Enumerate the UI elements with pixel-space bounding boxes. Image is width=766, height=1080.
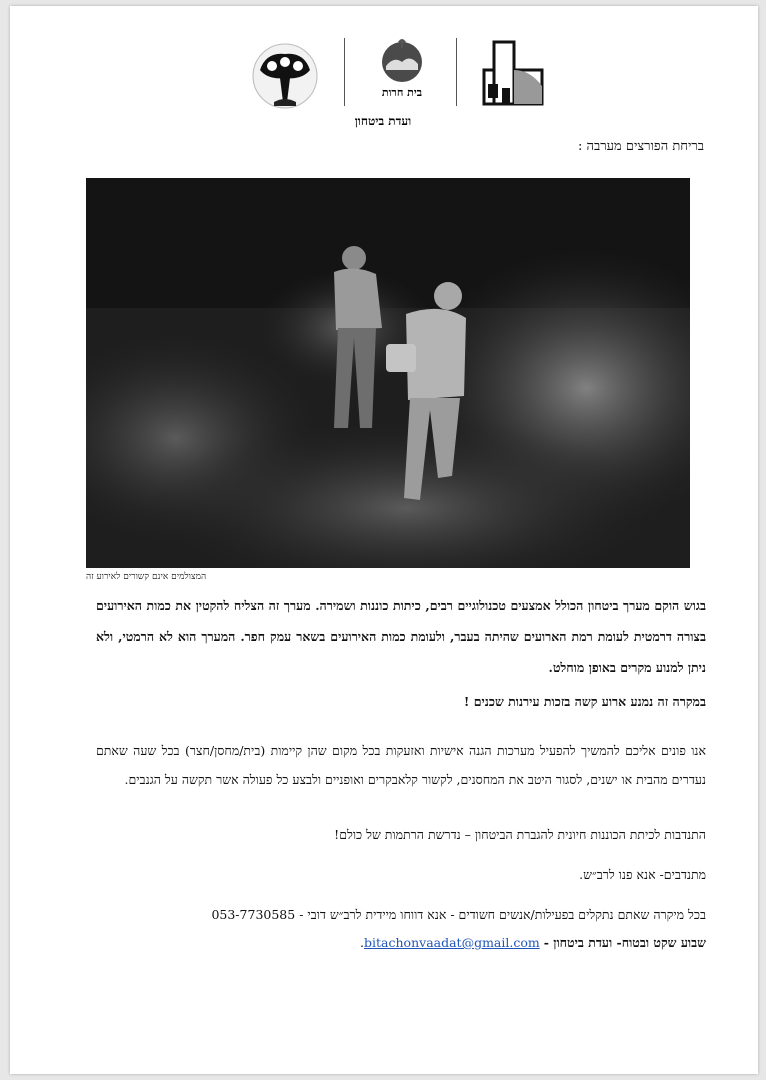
logo-divider — [344, 38, 345, 106]
building-logo — [482, 36, 546, 106]
intro-paragraph: בגוש הוקם מערך ביטחון הכולל אמצעים טכנולוגיים רבים, כיתות כוננות ושמירה. מערך זה הצליח להקטין את כמות האירועים בצורה דרמטית לעומת רמת הארועים שהיתה בעבר, ולעומת כמות האירועים בשאר עמק חפר. המערך הוא לא הרמטי, ולא ניתן למנוע מקרים באופן מוחלט. — [96, 598, 706, 675]
bait-herut-emblem-icon — [372, 36, 432, 86]
night-camera-photo — [86, 178, 690, 568]
fruit-tree-logo — [250, 40, 320, 116]
signoff-text: שבוע שקט ובטוח- ועדת ביטחון - — [543, 935, 706, 950]
volunteers-contact-paragraph: מתנדבים- אנא פנו לרב״ש. — [579, 867, 706, 882]
signoff-paragraph — [96, 934, 706, 952]
report-paragraph: בכל מיקרה שאתם נתקלים בפעילות/אנשים חשודים - אנא דווחו מיידית לרב״ש דובי - 053-7730585 — [211, 907, 706, 922]
night-photo-image — [86, 178, 690, 568]
alert-paragraph: במקרה זה נמנע ארוע קשה בזכות עירנות שכנים ! — [463, 694, 706, 709]
signoff-period: . — [360, 935, 365, 950]
appeal-paragraph: אנו פונים אליכם להמשיך להפעיל מערכות הגנה אישיות ואזעקות בכל מקום שהן קיימות (בית/מחסן/חצר) בכל שעה שאתם נעדרים מהבית או ישנים, לסגור היטב את המחסנים, לקשור קלאבקרים ואופניים ולבצע כל פעולה אשר תקשה על הגנבים. — [96, 743, 706, 787]
page-heading: בריחת הפורצים מערבה : — [578, 139, 704, 154]
logo-divider — [456, 38, 457, 106]
bait-herut-logo-text: בית חרות — [381, 86, 423, 99]
bait-herut-logo — [372, 36, 432, 106]
volunteer-paragraph: התנדבות לכיתת הכוננות חיונית להגברת הביטחון – נדרשת הרתמות של כולם! — [334, 827, 706, 842]
committee-label: ועדת ביטחון — [354, 114, 412, 128]
header-logos — [250, 34, 550, 124]
email-link[interactable]: bitachonvaadat@gmail.com — [364, 935, 540, 950]
photo-caption: המצולמים אינם קשורים לאירוע זה — [86, 572, 207, 582]
